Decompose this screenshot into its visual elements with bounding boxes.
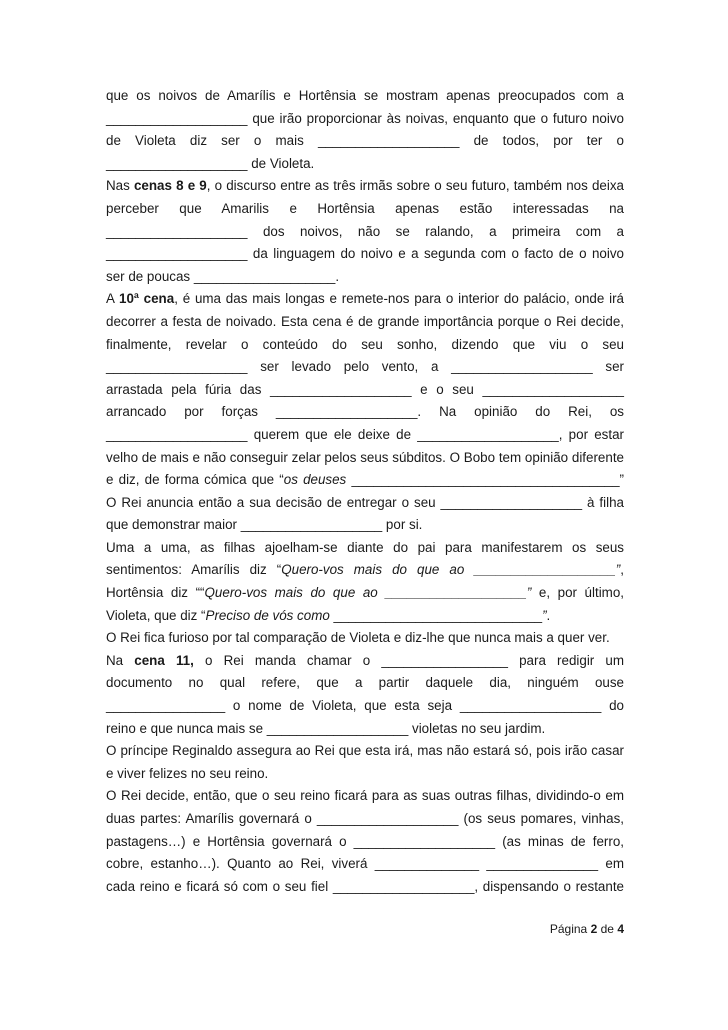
text-line: cada reino e ficará só com o seu fiel ___________________, dispensando o restante [106, 878, 624, 894]
text-line: pastagens…) e Hortênsia governará o ___________________ (as minas de ferro, [106, 833, 624, 849]
text-line: arrancado por forças ___________________. Na opinião do Rei, os [106, 404, 624, 420]
text-line: que demonstrar maior ___________________ por si. [106, 517, 423, 533]
text-line: Nas cenas 8 e 9, o discurso entre as três irmãs sobre o seu futuro, também nos deixa [106, 178, 624, 194]
text-line: ___________________ dos noivos, não se ralando, a primeira com a [106, 223, 624, 239]
text-line: que os noivos de Amarílis e Hortênsia se mostram apenas preocupados com a [106, 88, 624, 103]
text-line: Uma a uma, as filhas ajoelham-se diante do pai para manifestarem os seus [106, 539, 624, 555]
text-line: Na cena 11, o Rei manda chamar o _________________ para redigir um [106, 652, 625, 668]
text-line: ___________________ querem que ele deixe de ___________________, por estar [106, 426, 624, 442]
text-line: e diz, de forma cómica que “os deuses ____________________________________” [106, 472, 625, 488]
text-line: velho de mais e não conseguir zelar pelos seus súbditos. O Bobo tem opinião diferente [106, 449, 624, 465]
text-line: arrastada pela fúria das ___________________ e o seu ___________________ [106, 381, 624, 397]
text-line: e viver felizes no seu reino. [106, 765, 269, 781]
text-line: decorrer a festa de noivado. Esta cena é de grande importância porque o Rei decide, [106, 313, 624, 329]
footer-total-pages: 4 [617, 922, 624, 936]
text-line: perceber que Amarilis e Hortênsia apenas estão interessadas na [106, 200, 624, 216]
text-line: ___________________ de Violeta. [106, 155, 315, 171]
text-line: Hortênsia diz ““Quero-vos mais do que ao ___________________” e, por último, [106, 585, 624, 601]
text-line: de Violeta diz ser o mais ___________________ de todos, por ter o [106, 133, 624, 149]
text-line: ser de poucas ___________________. [106, 268, 340, 284]
text-line: O Rei anuncia então a sua decisão de entregar o seu ___________________ à filha [106, 494, 624, 510]
footer-page-number: 2 [590, 922, 598, 936]
text-line: O Rei fica furioso por tal comparação de Violeta e diz-lhe que nunca mais a quer ver. [106, 630, 610, 646]
text-line: sentimentos: Amarílis diz “Quero-vos mais do que ao ___________________”, [106, 562, 624, 578]
footer-of-label: de [600, 922, 614, 936]
text-line: documento no qual refere, que a partir daquele dia, ninguém ouse [106, 675, 624, 691]
page-footer [0, 922, 624, 936]
text-line: ___________________ que irão proporcionar às noivas, enquanto que o futuro noivo [106, 110, 624, 126]
text-line: ___________________ ser levado pelo vento, a ___________________ ser [106, 359, 624, 375]
text-line: finalmente, revelar o conteúdo do seu sonho, dizendo que viu o seu [106, 336, 624, 352]
text-line: O príncipe Reginaldo assegura ao Rei que esta irá, mas não estará só, pois irão casar [106, 743, 624, 759]
document-page [106, 85, 624, 898]
text-line: A 10ª cena, é uma das mais longas e remete-nos para o interior do palácio, onde irá [106, 291, 625, 307]
text-line: cobre, estanho…). Quanto ao Rei, viverá ______________ _______________ em [106, 856, 624, 872]
text-line: ___________________ da linguagem do noivo e a segunda com o facto de o noivo [106, 246, 624, 262]
text-line: ________________ o nome de Violeta, que esta seja ___________________ do [106, 698, 624, 714]
text-line: O Rei decide, então, que o seu reino ficará para as suas outras filhas, dividindo-o em [106, 788, 624, 804]
text-line: reino e que nunca mais se ___________________ violetas no seu jardim. [106, 720, 546, 736]
footer-page-label: Página [549, 922, 588, 936]
text-line: Violeta, que diz “Preciso de vós como ____________________________”. [106, 607, 551, 623]
text-line: duas partes: Amarílis governará o ___________________ (os seus pomares, vinhas, [106, 811, 624, 826]
